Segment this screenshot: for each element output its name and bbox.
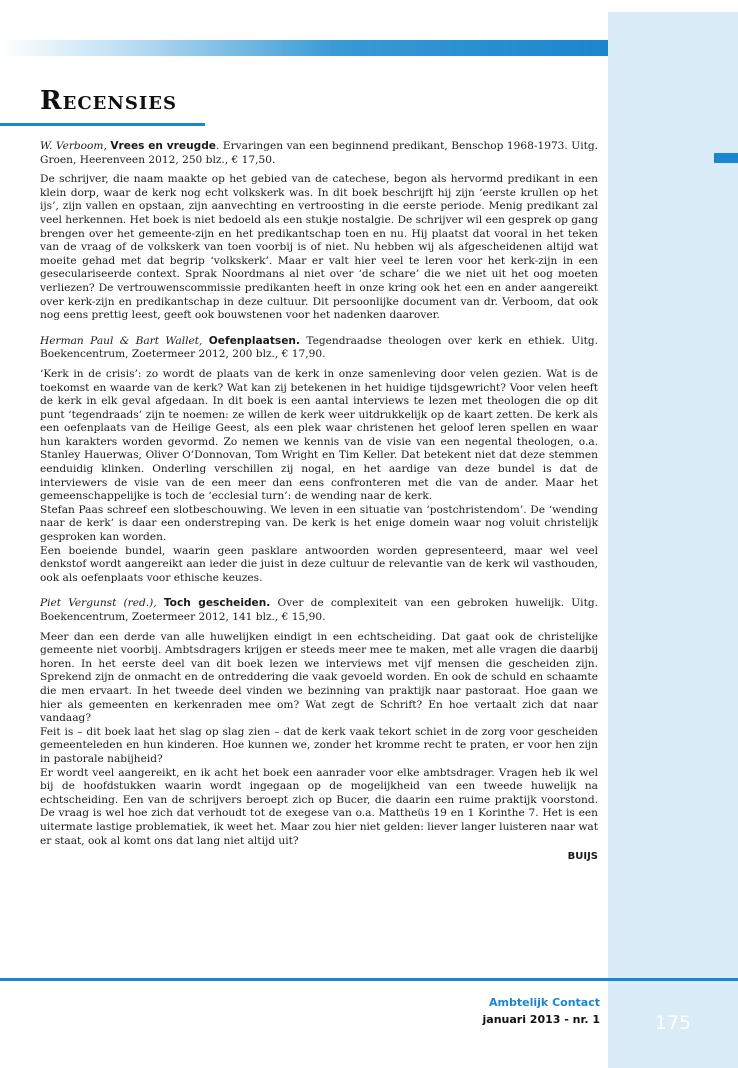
paragraph: Er wordt veel aangereikt, en ik acht het boek een aanrader voor elke ambtsdrager. Vragen heb ik wel bij de hoofdstukken waarin wordt ingegaan op de mogelijkheid van een tweede huwelijk na echtscheiding. Een van de schrijvers beroept zich op Bucer, die daarin een ruime praktijk voorstond. De vraag is wel hoe zich dat verhoudt tot de exegese van o.a. Mattheüs 19 en 1 Korinthe 7. Het is een uitermate lastige problematiek, ik weet het. Maar zou hier niet gelden: liever langer luisteren naar wat er staat, ook al komt ons dat lang niet altijd uit? xyxy=(40,766,598,847)
review-citation xyxy=(40,335,598,362)
review-author: Herman Paul & Bart Wallet, xyxy=(40,334,203,347)
review-author: Piet Vergunst (red.), xyxy=(40,597,157,610)
book-details: Over de complexiteit van een gebroken huwelijk. Uitg. Boekencentrum, Zoetermeer 2012, 141 blz., € 15,90. xyxy=(40,597,598,623)
sidebar-tab-marker xyxy=(714,153,738,163)
page-number: 175 xyxy=(654,1012,692,1034)
review-text xyxy=(40,368,598,586)
footer-rule xyxy=(0,978,738,981)
paragraph: Feit is – dit boek laat het slag op slag zien – dat de kerk vaak tekort schiet in de zorg voor gescheiden gemeenteleden en hun kinderen. Hoe kunnen we, zonder het kromme recht te praten, er voor hen zijn in pastorale nabijheid? xyxy=(40,725,598,765)
book-details: Tegendraadse theologen over kerk en ethiek. Uitg. Boekencentrum, Zoetermeer 2012, 200 blz., € 17,90. xyxy=(40,334,598,361)
header-gradient-bar xyxy=(0,40,608,56)
book-title: Toch gescheiden. xyxy=(163,597,271,610)
review-verboom xyxy=(40,140,598,323)
review-paul-wallet xyxy=(40,335,598,586)
review-text xyxy=(40,173,598,323)
reviewer-signature: BUIJS xyxy=(567,851,598,863)
review-author: W. Verboom, xyxy=(40,140,107,152)
paragraph: ‘Kerk in de crisis’: zo wordt de plaats van de kerk in onze samenleving door velen gezien. Wat is de toekomst en waarde van de kerk? Wat kan zij betekenen in het huidige tijdsgewricht? Voor velen heeft de kerk in elk geval afgedaan. In dit boek is een aantal interviews te lezen met theologen die op dit punt ‘tegendraads’ zijn te noemen: ze willen de kerk weer uitdrukkelijk op de kaart zetten. De kerk als een oefenplaats van de Heilige Geest, als een plek waar christenen het geloof leren spellen en waar hun karakters worden gevormd. Zo nemen we kennis van de visie van een negental theologen, o.a. Stanley Hauerwas, Oliver O’Donnovan, Tom Wright en Tim Keller. Dat betekent niet dat deze stemmen eenduidig klinken. Onderling verschillen zij nogal, en het aardige van deze bundel is dat de interviewers de visie van de een meer dan eens confronteren met die van de ander. Maar het gemeenschappelijke is toch de ‘ecclesial turn’: de wending naar de kerk. xyxy=(40,367,598,503)
book-title: Vrees en vreugde xyxy=(110,140,216,152)
magazine-name: Ambtelijk Contact xyxy=(489,996,600,1009)
paragraph: Meer dan een derde van alle huwelijken eindigt in een echtscheiding. Dat gaat ook de christelijke gemeente niet voorbij. Ambtsdragers krijgen er steeds meer mee te maken, met alle vragen die daarbij horen. In het eerste deel van dit boek lezen we interviews met vijf mensen die gescheiden zijn. Sprekend zijn de onmacht en de ontreddering die vaak gevoeld worden. En ook de schuld en schaamte die men ervaart. In het tweede deel vinden we bezinning van praktijk naar pastoraat. Hoe gaan we hier als gemeenten en kerkenraden mee om? Wat zegt de Schrift? En hoe vertaalt zich dat naar vandaag? xyxy=(40,630,598,725)
paragraph: De schrijver, die naam maakte op het gebied van de catechese, begon als hervormd predikant in een klein dorp, waar de kerk nog echt volkskerk was. In dit boek beschrijft hij zijn ‘eerste krullen op het ijs’, zijn vallen en opstaan, zijn aanvechting en vertroosting in die eerste periode. Menig predikant zal veel herkennen. Het boek is niet bedoeld als een stukje nostalgie. De schrijver wil een gesprek op gang brengen over het gemeente-zijn en het predikantschap toen en nu. Hij plaatst dat vooral in het teken van de vraag of de volkskerk van toen voorbij is of niet. Nu hebben wij als afgescheidenen altijd wat moeite gehad met dat begrip ‘volkskerk’. Maar er valt hier veel te leren voor het kerk-zijn in een geseculariseerde context. Sprak Noordmans al niet over ‘de schare’ die we niet uit het oog moeten verliezen? De vertrouwenscommissie predikanten heeft in onze kring ook het een en ander aangereikt over kerk-zijn en predikantschap in deze cultuur. Dit persoonlijke document van dr. Verboom, dat ook nog eens prettig leest, geeft ook bouwstenen voor het nadenken daarover. xyxy=(40,173,598,322)
section-title: Recensies xyxy=(40,86,177,116)
review-vergunst xyxy=(40,597,598,863)
paragraph: Stefan Paas schreef een slotbeschouwing. We leven in een situatie van ‘postchristendom’. De ‘wending naar de kerk’ is daar een onderstreping van. De kerk is het enige domein waar nog voluit christelijk gesproken kan worden. xyxy=(40,503,598,544)
paragraph: Een boeiende bundel, waarin geen pasklare antwoorden worden gepresenteerd, maar wel veel denkstof wordt aangereikt aan ieder die juist in deze cultuur de relevantie van de kerk wil vasthouden, ook als oefenplaats voor ethische keuzes. xyxy=(40,544,598,584)
title-underline xyxy=(0,123,205,126)
book-details: . Ervaringen van een beginnend predikant, Benschop 1968-1973. Uitg. Groen, Heerenveen 2012, 250 blz., € 17,50. xyxy=(40,140,598,166)
review-citation xyxy=(40,597,598,624)
issue-info: januari 2013 - nr. 1 xyxy=(482,1013,600,1026)
review-text xyxy=(40,631,598,849)
review-citation xyxy=(40,140,598,167)
sidebar-band xyxy=(608,12,738,1068)
book-title: Oefenplaatsen. xyxy=(208,334,300,347)
article-body xyxy=(40,140,598,876)
